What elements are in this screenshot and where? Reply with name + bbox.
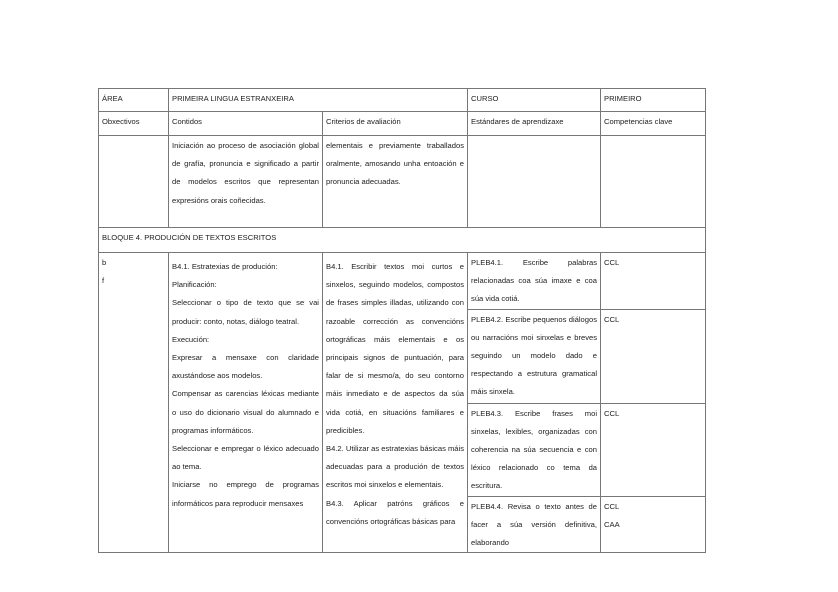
objectives-cell [99,253,169,553]
objective-item: b [102,258,107,267]
competencias-cell [601,309,706,403]
block-title: BLOQUE 4. PRODUCIÓN DE TEXTOS ESCRITOS [99,228,706,253]
criterio-item: B4.3. Aplicar patróns gráficos e convencións ortográficas básicas para [326,498,465,526]
criterio-item: B4.2. Utilizar as estratexias básicas máis adecuadas para a produción de textos escritos moi sinxelos e elementais. [326,444,465,490]
standard-text: PLEB4.3. Escribe frases moi sinxelas, lexibles, organizadas con coherencia na súa secuencia e con léxico relacionado co tema da escritura. [468,403,601,496]
col-header-contidos: Contidos [169,112,323,136]
continuation-contidos: Iniciación ao proceso de asociación global de grafía, pronuncia e significado a partir de modelos escritos que representan expresións orais coñecidas. [169,136,323,228]
contido-item: Seleccionar o tipo de texto que se vai producir: conto, notas, diálogo teatral. [172,298,319,326]
col-header-competencias: Competencias clave [601,112,706,136]
competencia-code: CCL [604,408,620,418]
competencia-code: CCL [604,314,620,324]
criterios-cell [323,253,468,553]
objective-item: f [102,276,105,286]
curso-value: PRIMEIRO [601,89,706,112]
continuation-obxectivos-cell [99,136,169,228]
competencia-code: CCL [604,501,620,511]
contido-item: B4.1. Estratexias de produción: [172,262,278,271]
curriculum-table [98,88,706,553]
continuation-criterios: elementais e previamente traballados oralmente, amosando unha entoación e pronuncia adecuadas. [323,136,468,228]
standard-text: PLEB4.4. Revisa o texto antes de facer a súa versión definitiva, elaborando [468,496,601,553]
header-row [99,89,706,112]
curso-label: CURSO [468,89,601,112]
contido-item: Execución: [172,334,210,344]
continuation-row [99,136,706,228]
continuation-estandares-cell [468,136,601,228]
contido-item: Seleccionar e empregar o léxico adecuado ao tema. [172,444,319,472]
column-header-row [99,112,706,136]
competencias-cell [601,403,706,496]
standard-text: PLEB4.2. Escribe pequenos diálogos ou narracións moi sinxelas e breves seguindo un modelo dado e respectando a estrutura gramatical máis sinxela. [468,309,601,403]
standard-text: PLEB4.1. Escribe palabras relacionadas coa súa imaxe e coa súa vida cotiá. [468,253,601,310]
standard-row-1 [99,253,706,310]
contido-item: Planificación: [172,280,217,290]
area-label: ÁREA [99,89,169,112]
competencia-code: CCL [604,258,620,267]
area-value: PRIMEIRA LINGUA ESTRANXEIRA [169,89,468,112]
col-header-criterios: Criterios de avaliación [323,112,468,136]
block-title-row [99,228,706,253]
contido-item: Iniciarse no emprego de programas informáticos para reproducir mensaxes [172,480,319,508]
competencias-cell [601,496,706,553]
competencia-code: CAA [604,519,620,529]
continuation-competencias-cell [601,136,706,228]
competencias-cell [601,253,706,310]
contido-item: Expresar a mensaxe con claridade axustándose aos modelos. [172,353,319,381]
contido-item: Compensar as carencias léxicas mediante o uso do dicionario visual do alumnado e programas informáticos. [172,389,319,435]
contidos-cell [169,253,323,553]
col-header-estandares: Estándares de aprendizaxe [468,112,601,136]
col-header-obxectivos: Obxectivos [99,112,169,136]
criterio-item: B4.1. Escribir textos moi curtos e sinxelos, seguindo modelos, compostos de frases simples illadas, utilizando con razoable corrección as convencións ortográficas máis elementais e os principais signos de puntuación, para falar de si mesmo/a, do seu contorno máis inmediato e de aspectos da súa vida cotiá, en situacións familiares e predicibles. [326,262,465,435]
